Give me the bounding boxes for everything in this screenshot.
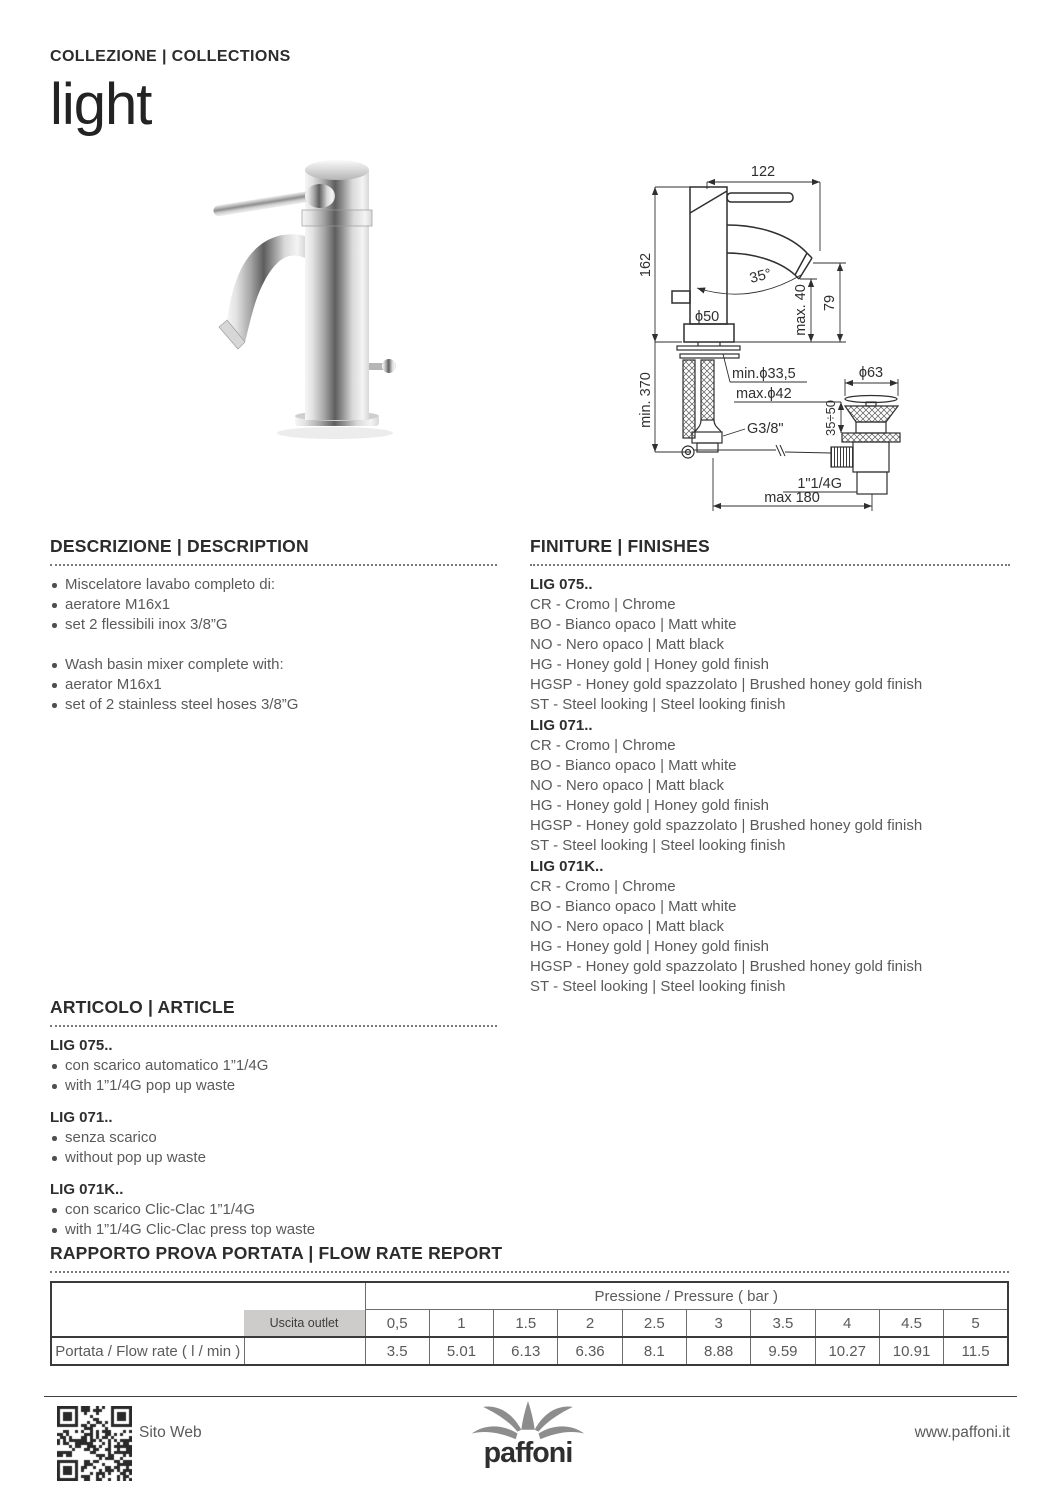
- finish-option: ST - Steel looking | Steel looking finish: [530, 978, 786, 995]
- dia-min335-label: min.ϕ33,5: [732, 366, 796, 382]
- dia-max42-label: max.ϕ42: [736, 386, 792, 402]
- list-item: aerator M16x1: [50, 675, 497, 695]
- article-group-code: LIG 075..: [50, 1037, 113, 1054]
- pressure-value-cell: 4: [815, 1310, 879, 1338]
- flow-rate-section: [50, 1243, 1009, 1366]
- dim-3550-label: 35÷50: [823, 399, 838, 437]
- pressure-value-cell: 1: [429, 1310, 493, 1338]
- article-group: [50, 1036, 497, 1096]
- finish-group-options: [530, 736, 1010, 856]
- finish-option: HGSP - Honey gold spazzolato | Brushed honey gold finish: [530, 817, 923, 834]
- finish-option: CR - Cromo | Chrome: [530, 737, 676, 754]
- drawing-underdeck: [677, 342, 740, 452]
- photo-body: [305, 170, 369, 420]
- outlet-label-cell: Uscita outlet: [244, 1310, 365, 1336]
- flow-value-cell: 3.5: [365, 1337, 429, 1365]
- description-list-it: [50, 575, 497, 635]
- list-item: with 1”1/4G Clic-Clac press top waste: [50, 1220, 497, 1240]
- list-item: without pop up waste: [50, 1148, 497, 1168]
- website-link[interactable]: www.paffoni.it: [914, 1424, 1010, 1441]
- article-group-code: LIG 071K..: [50, 1181, 124, 1198]
- thread-g38-label: G3/8": [747, 421, 784, 437]
- pressure-value-cell: 5: [944, 1310, 1008, 1338]
- dia-50-label: ϕ50: [695, 309, 720, 325]
- list-item: aeratore M16x1: [50, 595, 497, 615]
- list-item: con scarico Clic-Clac 1”1/4G: [50, 1200, 497, 1220]
- dim-162-label: 162: [638, 252, 654, 278]
- finish-option: HGSP - Honey gold spazzolato | Brushed honey gold finish: [530, 958, 923, 975]
- drawing-popup-waste: [682, 396, 900, 495]
- pressure-value-cell: 4.5: [879, 1310, 943, 1338]
- finish-option: NO - Nero opaco | Matt black: [530, 777, 724, 794]
- footer-divider: [44, 1396, 1017, 1397]
- pressure-value-cell: 3: [686, 1310, 750, 1338]
- photo-collar: [302, 210, 372, 226]
- product-photo: [175, 148, 445, 443]
- flow-value-cell: 8.1: [622, 1337, 686, 1365]
- pressure-value-cell: 0,5: [365, 1310, 429, 1338]
- pressure-value-cell: 1.5: [494, 1310, 558, 1338]
- article-group-items: [50, 1200, 497, 1240]
- pressure-value-cell: 2.5: [622, 1310, 686, 1338]
- photo-spout: [227, 234, 305, 342]
- pressure-value-cell: 3.5: [751, 1310, 815, 1338]
- collection-title: light: [50, 72, 152, 137]
- finish-group-options: [530, 877, 1010, 997]
- list-item: Wash basin mixer complete with:: [50, 655, 497, 675]
- qr-caption: Sito Web: [139, 1424, 202, 1441]
- list-item: set of 2 stainless steel hoses 3/8”G: [50, 695, 497, 715]
- collection-eyebrow: COLLEZIONE | COLLECTIONS: [50, 48, 291, 65]
- dim-max180-label: max 180: [764, 490, 820, 506]
- finishes-heading: FINITURE | FINISHES: [530, 536, 1010, 566]
- list-item: with 1”1/4G pop up waste: [50, 1076, 497, 1096]
- dim-79-label: 79: [822, 294, 838, 312]
- finish-option: HGSP - Honey gold spazzolato | Brushed honey gold finish: [530, 676, 923, 693]
- flow-rate-table: [50, 1281, 1009, 1366]
- finish-group-code: LIG 071..: [530, 717, 593, 734]
- finish-option: NO - Nero opaco | Matt black: [530, 918, 724, 935]
- pressure-value-cell: 2: [558, 1310, 622, 1338]
- flow-value-cell: 8.88: [686, 1337, 750, 1365]
- dim-min370-label: min. 370: [638, 372, 654, 428]
- paffoni-logo-leaves: [472, 1401, 585, 1439]
- flow-value-cell: 10.27: [815, 1337, 879, 1365]
- thread-114g-label: 1"1/4G: [797, 476, 842, 492]
- finish-group-options: [530, 595, 1010, 715]
- qr-code: [57, 1406, 132, 1481]
- list-item: senza scarico: [50, 1128, 497, 1148]
- list-item: con scarico automatico 1”1/4G: [50, 1056, 497, 1076]
- finish-group-code: LIG 075..: [530, 576, 593, 593]
- finish-option: ST - Steel looking | Steel looking finish: [530, 837, 786, 854]
- dim-max40-label: max. 40: [793, 284, 809, 336]
- finish-option: CR - Cromo | Chrome: [530, 878, 676, 895]
- list-item: Miscelatore lavabo completo di:: [50, 575, 497, 595]
- spacer-cell: [244, 1337, 365, 1365]
- technical-drawing: [635, 155, 1055, 523]
- article-group-code: LIG 071..: [50, 1109, 113, 1126]
- dia-63-label: ϕ63: [858, 365, 884, 381]
- article-heading: ARTICOLO | ARTICLE: [50, 997, 497, 1027]
- finish-option: BO - Bianco opaco | Matt white: [530, 616, 737, 633]
- list-item: set 2 flessibili inox 3/8”G: [50, 615, 497, 635]
- paffoni-logo-text: paffoni: [483, 1437, 573, 1470]
- dim-122-label: 122: [750, 164, 776, 180]
- description-section: [50, 536, 497, 715]
- description-list-en: [50, 655, 497, 715]
- drawing-faucet-outline: [672, 187, 812, 342]
- description-heading: DESCRIZIONE | DESCRIPTION: [50, 536, 497, 566]
- angle-35-label: 35°: [748, 266, 774, 287]
- flow-value-cell: 6.13: [494, 1337, 558, 1365]
- finish-option: HG - Honey gold | Honey gold finish: [530, 656, 770, 673]
- paffoni-logo: [466, 1398, 590, 1470]
- finishes-list: [530, 575, 1010, 997]
- photo-handle-pivot: [305, 184, 335, 208]
- page-header: [50, 48, 291, 137]
- article-group-items: [50, 1056, 497, 1096]
- finish-group-code: LIG 071K..: [530, 858, 604, 875]
- finish-option: BO - Bianco opaco | Matt white: [530, 757, 737, 774]
- flow-values-row: [51, 1337, 1008, 1365]
- finish-option: CR - Cromo | Chrome: [530, 596, 676, 613]
- finish-option: HG - Honey gold | Honey gold finish: [530, 938, 770, 955]
- article-group: [50, 1180, 497, 1240]
- flow-row-label: Portata / Flow rate ( l / min ): [51, 1337, 244, 1365]
- pressure-header-cell: Pressione / Pressure ( bar ): [365, 1282, 1008, 1310]
- flow-value-cell: 11.5: [944, 1337, 1008, 1365]
- photo-popup-knob: [382, 359, 396, 373]
- flow-value-cell: 5.01: [429, 1337, 493, 1365]
- finish-option: HG - Honey gold | Honey gold finish: [530, 797, 770, 814]
- article-group: [50, 1108, 497, 1168]
- finishes-section: [530, 536, 1010, 997]
- flow-rate-heading: RAPPORTO PROVA PORTATA | FLOW RATE REPORT: [50, 1243, 1009, 1273]
- article-section: [50, 997, 497, 1240]
- finish-option: BO - Bianco opaco | Matt white: [530, 898, 737, 915]
- photo-cap: [305, 160, 369, 180]
- finish-option: NO - Nero opaco | Matt black: [530, 636, 724, 653]
- article-group-items: [50, 1128, 497, 1168]
- photo-handle: [213, 190, 317, 217]
- finish-option: ST - Steel looking | Steel looking finish: [530, 696, 786, 713]
- flow-value-cell: 10.91: [879, 1337, 943, 1365]
- flow-value-cell: 9.59: [751, 1337, 815, 1365]
- photo-shadow: [277, 427, 393, 439]
- table-corner-cell: [51, 1282, 365, 1337]
- flow-value-cell: 6.36: [558, 1337, 622, 1365]
